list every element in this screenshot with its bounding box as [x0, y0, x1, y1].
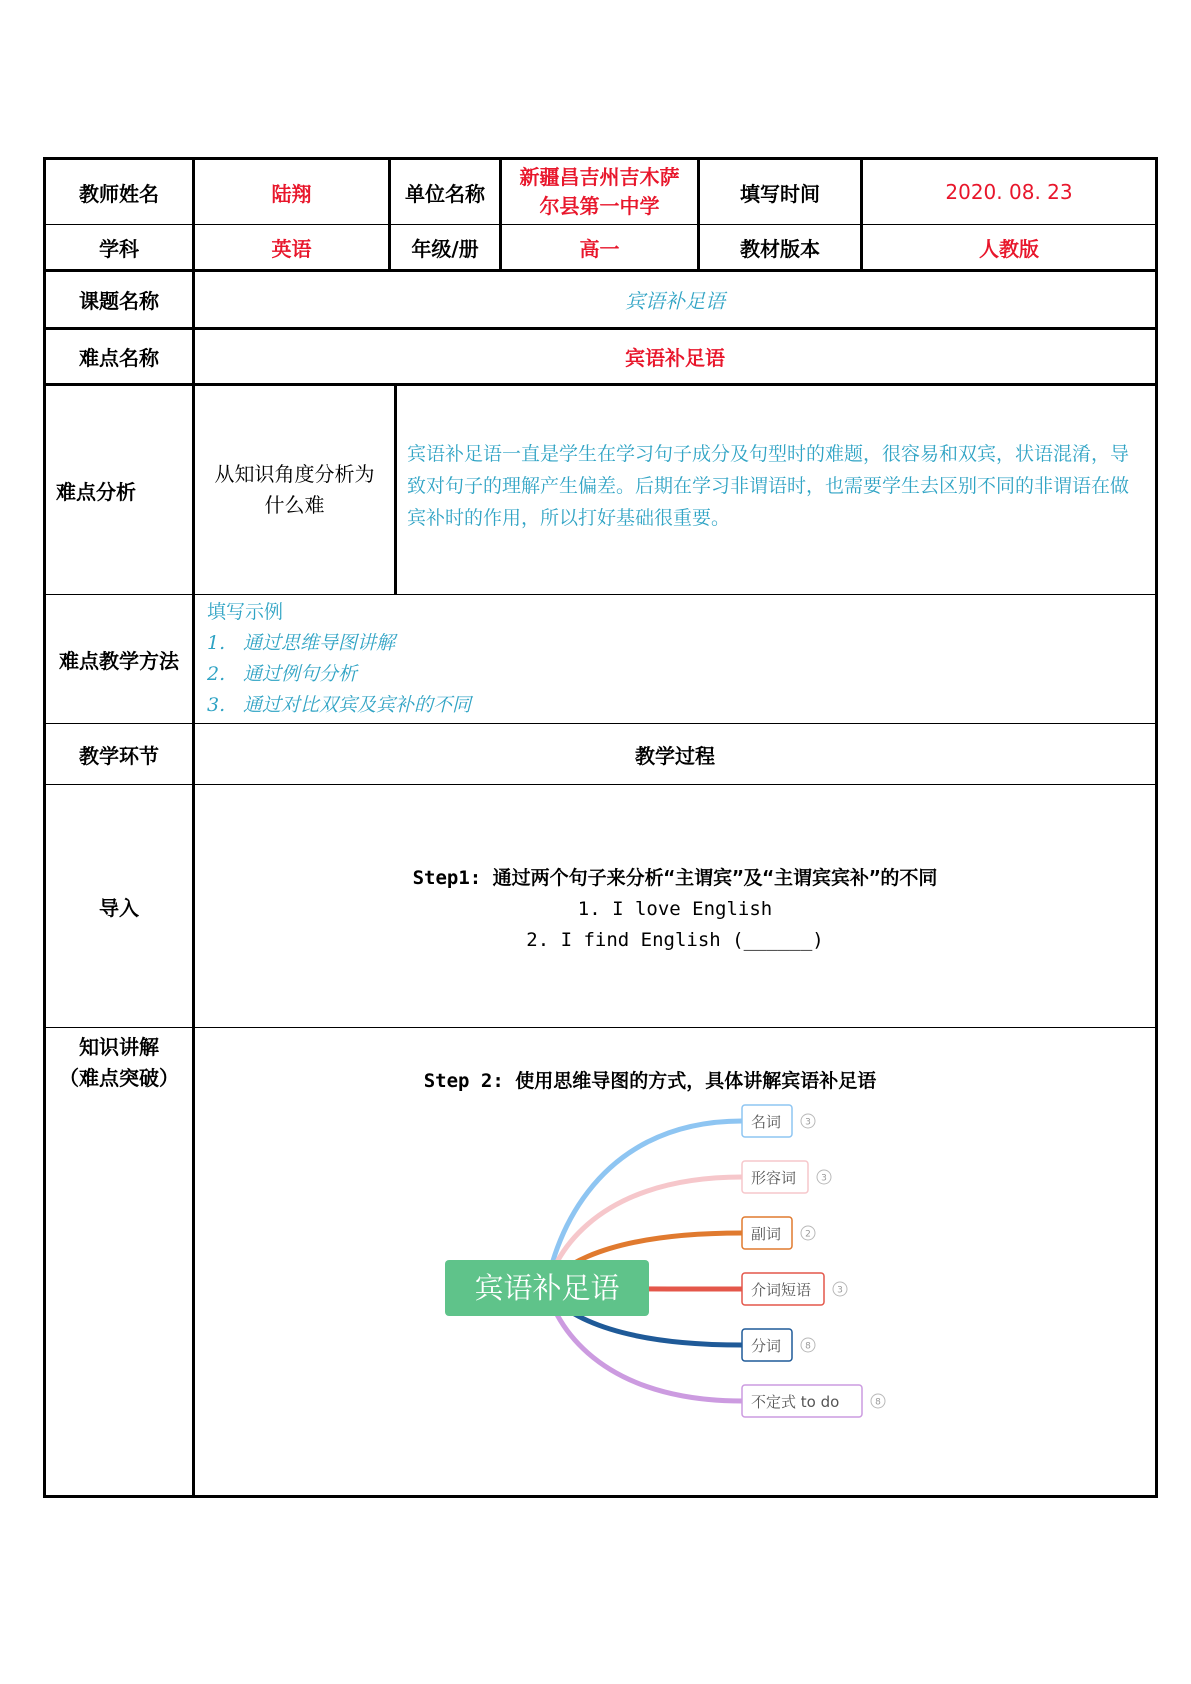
unit-name-value — [501, 159, 699, 225]
mindmap-leaf-label: 副词 — [751, 1225, 782, 1243]
method-item — [207, 690, 1143, 721]
analysis-label: 难点分析 — [45, 385, 194, 595]
analysis-sub-label-line2: 什么难 — [264, 493, 325, 517]
subject-label: 学科 — [45, 225, 194, 271]
mindmap-count-label: 3 — [837, 1285, 843, 1296]
knowledge-label-line2: （难点突破） — [59, 1066, 179, 1090]
intro-cell — [194, 785, 1157, 1028]
mindmap-count-label: 3 — [805, 1117, 811, 1128]
mindmap-leaf-label: 分词 — [751, 1337, 782, 1355]
process-value: 教学过程 — [194, 724, 1157, 785]
method-heading: 填写示例 — [207, 601, 284, 623]
difficulty-value: 宾语补足语 — [194, 329, 1157, 385]
edition-label: 教材版本 — [699, 225, 862, 271]
intro-label: 导入 — [45, 785, 194, 1028]
method-label: 难点教学方法 — [45, 595, 194, 724]
intro-line1: 1. I love English — [577, 897, 773, 920]
grade-value: 高一 — [501, 225, 699, 271]
mindmap-leaf-label: 介词短语 — [751, 1281, 812, 1299]
knowledge-label-line1: 知识讲解 — [79, 1035, 159, 1059]
teacher-name-value: 陆翔 — [194, 159, 390, 225]
mindmap-count-label: 2 — [805, 1229, 811, 1240]
analysis-text: 宾语补足语一直是学生在学习句子成分及句型时的难题，很容易和双宾，状语混淆，导致对句子的理解产生偏差。后期在学习非谓语时，也需要学生去区别不同的非谓语在做宾补时的作用，所以打好基础很重要。 — [407, 443, 1130, 529]
intro-line2: 2. I find English (______) — [526, 928, 824, 951]
mindmap-root-label: 宾语补足语 — [474, 1271, 620, 1305]
difficulty-label: 难点名称 — [45, 329, 194, 385]
method-item-text: 通过思维导图讲解 — [243, 632, 396, 654]
knowledge-label — [45, 1028, 194, 1497]
topic-label: 课题名称 — [45, 271, 194, 329]
lesson-plan-table — [43, 157, 1158, 1498]
unit-name-line2: 尔县第一中学 — [539, 194, 660, 218]
unit-name-line1: 新疆昌吉州吉木萨 — [519, 165, 680, 189]
topic-value: 宾语补足语 — [194, 271, 1157, 329]
fill-date-label: 填写时间 — [699, 159, 862, 225]
method-item-num: 2. — [207, 663, 226, 685]
mindmap — [195, 1093, 1155, 1473]
mindmap-leaf-label: 不定式 to do — [751, 1393, 840, 1411]
analysis-sub-label-line1: 从知识角度分析为 — [214, 462, 375, 486]
method-item — [207, 659, 1143, 690]
fill-date-value: 2020. 08. 23 — [862, 159, 1157, 225]
intro-step: Step1: 通过两个句子来分析“主谓宾”及“主谓宾宾补”的不同 — [412, 866, 938, 889]
grade-label: 年级/册 — [390, 225, 501, 271]
subject-value: 英语 — [194, 225, 390, 271]
teacher-name-label: 教师姓名 — [45, 159, 194, 225]
method-item-text: 通过对比双宾及宾补的不同 — [243, 694, 472, 716]
mindmap-count-label: 8 — [875, 1397, 881, 1408]
knowledge-step: Step 2: 使用思维导图的方式，具体讲解宾语补足语 — [423, 1070, 877, 1092]
method-item — [207, 628, 1143, 659]
unit-name-label: 单位名称 — [390, 159, 501, 225]
mindmap-leaf-label: 名词 — [751, 1113, 782, 1131]
method-item-num: 1. — [207, 632, 226, 654]
process-label: 教学环节 — [45, 724, 194, 785]
edition-value: 人教版 — [862, 225, 1157, 271]
method-item-text: 通过例句分析 — [243, 663, 358, 685]
method-cell — [194, 595, 1157, 724]
analysis-cell — [194, 385, 1157, 595]
method-item-num: 3. — [207, 694, 226, 716]
analysis-sub-label — [195, 386, 397, 594]
mindmap-count-label: 3 — [821, 1173, 827, 1184]
mindmap-count-label: 8 — [805, 1341, 811, 1352]
mindmap-leaf-label: 形容词 — [751, 1169, 797, 1187]
knowledge-cell — [194, 1028, 1157, 1497]
